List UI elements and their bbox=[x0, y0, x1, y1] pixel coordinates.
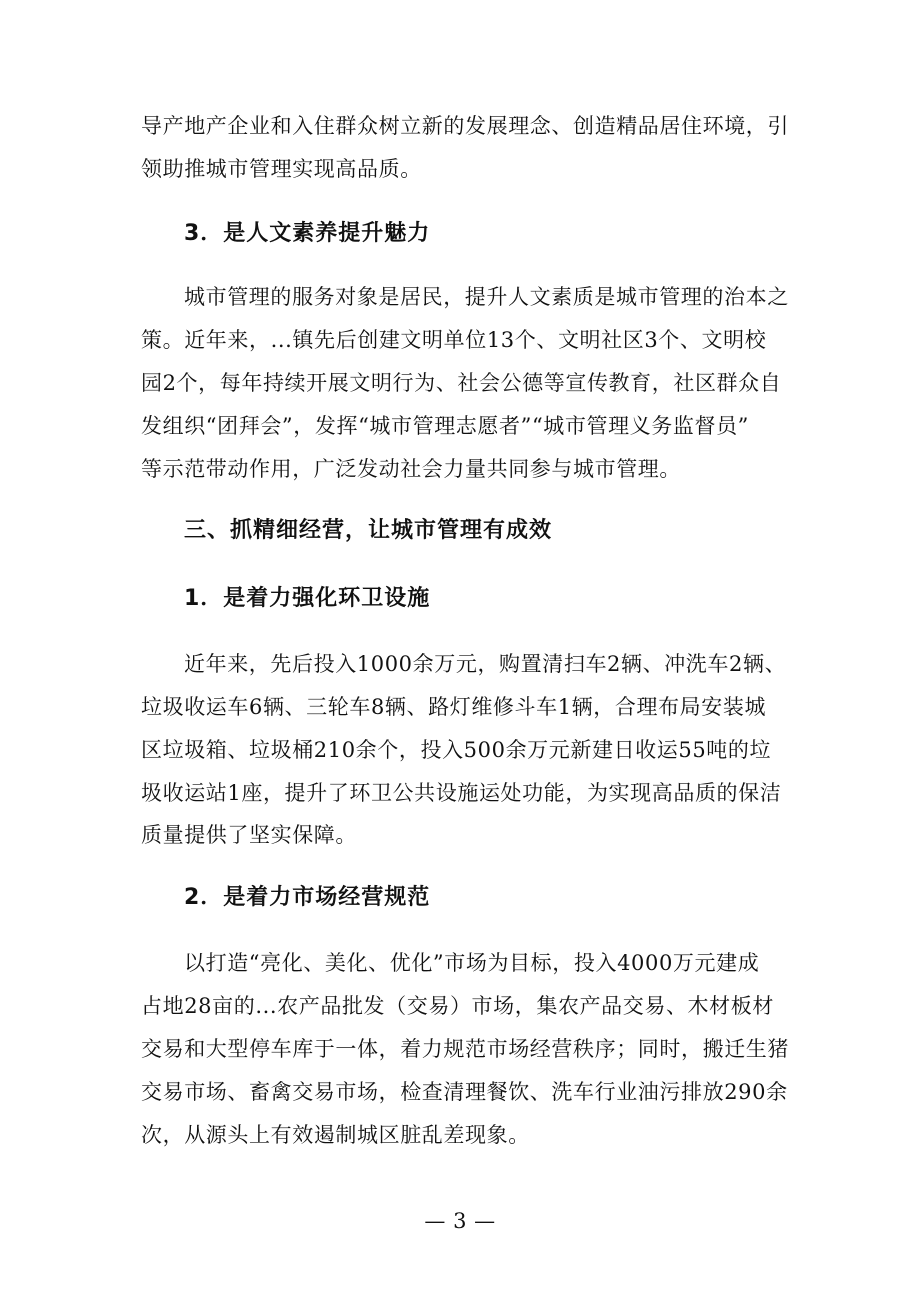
paragraph-line: 领助推城市管理实现高品质。 bbox=[141, 157, 422, 181]
paragraph-line: 导产地产企业和入住群众树立新的发展理念、创造精品居住环境，引 bbox=[141, 114, 789, 138]
paragraph-line: 质量提供了坚实保障。 bbox=[141, 823, 357, 847]
paragraph-line: 策。近年来，...镇先后创建文明单位13个、文明社区3个、文明校 bbox=[141, 328, 767, 352]
paragraph-line: 圾收运站1座，提升了环卫公共设施运处功能，为实现高品质的保洁 bbox=[141, 781, 782, 805]
paragraph-line: 以打造“亮化、美化、优化”市场为目标，投入4000万元建成 bbox=[184, 951, 760, 975]
paragraph-line: 次，从源头上有效遏制城区脏乱差现象。 bbox=[141, 1123, 530, 1147]
subsection-heading: 2．是着力市场经营规范 bbox=[184, 885, 431, 910]
section-heading: 三、抓精细经营，让城市管理有成效 bbox=[184, 518, 553, 543]
paragraph-line: 近年来，先后投入1000余万元，购置清扫车2辆、冲洗车2辆、 bbox=[184, 652, 787, 676]
subsection-heading: 3．是人文素养提升魅力 bbox=[184, 221, 431, 246]
paragraph-line: 垃圾收运车6辆、三轮车8辆、路灯维修斗车1辆，合理布局安装城 bbox=[141, 695, 767, 719]
paragraph-line: 区垃圾箱、垃圾桶210余个，投入500余万元新建日收运55吨的垃 bbox=[141, 738, 772, 762]
paragraph-line: 发组织“团拜会”，发挥“城市管理志愿者”“城市管理义务监督员” bbox=[141, 414, 750, 438]
paragraph-line: 城市管理的服务对象是居民，提升人文素质是城市管理的治本之 bbox=[184, 285, 789, 309]
paragraph-line: 占地28亩的...农产品批发（交易）市场，集农产品交易、木材板材 bbox=[141, 994, 774, 1018]
subsection-heading: 1．是着力强化环卫设施 bbox=[184, 586, 431, 611]
paragraph-line: 园2个，每年持续开展文明行为、社会公德等宣传教育，社区群众自 bbox=[141, 371, 782, 395]
paragraph-line: 交易和大型停车库于一体，着力规范市场经营秩序；同时，搬迁生猪 bbox=[141, 1037, 789, 1061]
page-number: — 3 — bbox=[424, 1209, 496, 1233]
paragraph-line: 等示范带动作用，广泛发动社会力量共同参与城市管理。 bbox=[141, 457, 681, 481]
paragraph-line: 交易市场、畜禽交易市场，检查清理餐饮、洗车行业油污排放290余 bbox=[141, 1080, 788, 1104]
